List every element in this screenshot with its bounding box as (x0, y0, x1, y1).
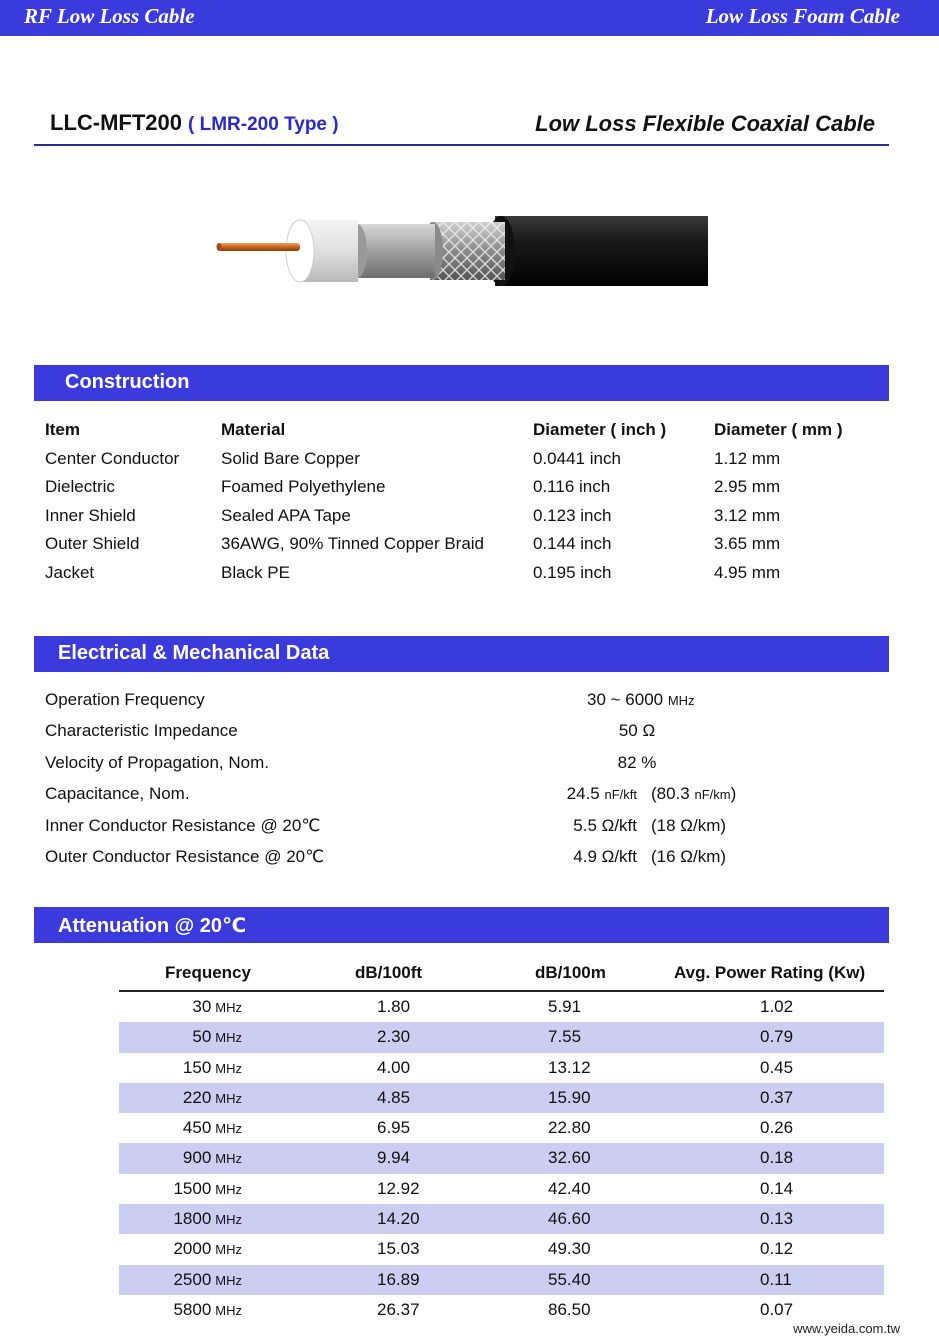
col-header-frequency: Frequency (165, 963, 251, 982)
diameter-inch-cell: 0.116 inch (533, 477, 611, 497)
attenuation-row (119, 1174, 884, 1204)
electrical-row (45, 845, 875, 876)
attenuation-header-row (119, 958, 884, 992)
construction-title: Construction (65, 371, 190, 393)
electrical-value-metric: (18 Ω/km) (651, 815, 727, 835)
electrical-label: Capacitance, Nom. (45, 784, 190, 804)
attenuation-row (119, 1204, 884, 1234)
diameter-mm-cell: 3.65 mm (714, 534, 781, 554)
electrical-value-metric: (16 Ω/km) (651, 846, 727, 866)
attenuation-row (119, 1113, 884, 1143)
header-right-title: Low Loss Foam Cable (705, 4, 900, 28)
construction-section-header (34, 365, 889, 401)
db-100ft-cell: 15.03 (377, 1239, 420, 1259)
item-cell: Outer Shield (45, 534, 140, 554)
electrical-label: Outer Conductor Resistance @ 20℃ (45, 846, 325, 866)
attenuation-row (119, 1083, 884, 1113)
item-cell: Center Conductor (45, 448, 180, 468)
db-100m-cell: 46.60 (548, 1209, 591, 1229)
attenuation-section-header (34, 907, 889, 943)
construction-row (45, 504, 875, 533)
electrical-label: Characteristic Impedance (45, 721, 238, 741)
electrical-row (45, 751, 875, 782)
power-rating-cell: 0.11 (760, 1269, 792, 1289)
attenuation-row (119, 1143, 884, 1173)
frequency-cell: 30 MHz (192, 997, 242, 1016)
material-cell: Sealed APA Tape (221, 505, 351, 525)
electrical-label: Inner Conductor Resistance @ 20℃ (45, 815, 321, 835)
db-100m-cell: 22.80 (548, 1118, 591, 1138)
db-100ft-cell: 16.89 (377, 1269, 420, 1289)
db-100ft-cell: 2.30 (377, 1027, 411, 1047)
electrical-label: Velocity of Propagation, Nom. (45, 752, 269, 772)
db-100ft-cell: 12.92 (377, 1178, 420, 1198)
db-100m-cell: 32.60 (548, 1148, 591, 1168)
electrical-value: 24.5 nF/kft (566, 784, 637, 804)
electrical-label: Operation Frequency (45, 690, 205, 709)
attenuation-row (119, 1234, 884, 1264)
diameter-mm-cell: 1.12 mm (714, 448, 781, 468)
frequency-cell: 150 MHz (182, 1057, 242, 1077)
electrical-value: 50 Ω (618, 721, 656, 741)
attenuation-row (119, 992, 884, 1022)
db-100m-cell: 42.40 (548, 1178, 591, 1198)
col-header-diameter-inch: Diameter ( inch ) (533, 420, 667, 439)
power-rating-cell: 0.13 (760, 1209, 794, 1229)
website-url: www.yeida.com.tw (793, 1321, 900, 1336)
item-cell: Inner Shield (45, 505, 136, 525)
electrical-row (45, 719, 875, 750)
db-100ft-cell: 4.85 (377, 1087, 411, 1107)
db-100m-cell: 7.55 (548, 1027, 582, 1047)
db-100m-cell: 55.40 (548, 1269, 591, 1289)
construction-table (45, 418, 875, 590)
diameter-inch-cell: 0.0441 inch (533, 448, 621, 468)
db-100m-cell: 15.90 (548, 1087, 591, 1107)
electrical-value: 5.5 Ω/kft (573, 815, 637, 835)
cable-center-conductor (218, 243, 300, 251)
material-cell: Black PE (221, 562, 290, 582)
top-header-bar (0, 0, 939, 36)
db-100ft-cell: 1.80 (377, 997, 411, 1016)
construction-row (45, 475, 875, 504)
material-cell: Solid Bare Copper (221, 448, 360, 468)
col-header-db-100ft: dB/100ft (355, 963, 423, 982)
db-100m-cell: 5.91 (548, 997, 582, 1016)
frequency-cell: 2500 MHz (173, 1269, 242, 1289)
power-rating-cell: 0.37 (760, 1087, 794, 1107)
item-cell: Dielectric (45, 477, 115, 497)
item-cell: Jacket (45, 562, 95, 582)
header-left-title: RF Low Loss Cable (24, 4, 195, 28)
attenuation-row (119, 1295, 884, 1325)
model-type: ( LMR-200 Type ) (188, 114, 339, 135)
power-rating-cell: 0.79 (760, 1027, 794, 1047)
construction-row (45, 447, 875, 476)
power-rating-cell: 0.26 (760, 1118, 794, 1138)
model-number: LLC-MFT200 (50, 110, 182, 135)
db-100m-cell: 49.30 (548, 1239, 591, 1259)
frequency-cell: 220 MHz (182, 1087, 242, 1107)
construction-row (45, 561, 875, 590)
diameter-mm-cell: 2.95 mm (714, 477, 781, 497)
electrical-section-header (34, 636, 889, 672)
attenuation-table (119, 958, 884, 1325)
frequency-cell: 900 MHz (182, 1148, 242, 1168)
construction-row (45, 532, 875, 561)
frequency-cell: 2000 MHz (173, 1239, 242, 1259)
material-cell: Foamed Polyethylene (221, 477, 386, 497)
diameter-mm-cell: 4.95 mm (714, 562, 781, 582)
db-100ft-cell: 26.37 (377, 1299, 420, 1319)
frequency-cell: 5800 MHz (173, 1299, 242, 1319)
electrical-value: 30 ~ 6000 MHz (587, 690, 695, 709)
col-header-diameter-mm: Diameter ( mm ) (714, 420, 843, 439)
diameter-inch-cell: 0.195 inch (533, 562, 612, 582)
diameter-inch-cell: 0.123 inch (533, 505, 612, 525)
electrical-value: 82 % (617, 752, 657, 772)
diameter-inch-cell: 0.144 inch (533, 534, 612, 554)
product-model (50, 110, 339, 136)
attenuation-row (119, 1265, 884, 1295)
electrical-row (45, 782, 875, 813)
electrical-value-metric: (80.3 nF/km) (651, 784, 737, 804)
power-rating-cell: 1.02 (760, 997, 794, 1016)
power-rating-cell: 0.12 (760, 1239, 794, 1259)
attenuation-row (119, 1022, 884, 1052)
col-header-item: Item (45, 420, 80, 439)
db-100m-cell: 86.50 (548, 1299, 591, 1319)
db-100m-cell: 13.12 (548, 1057, 591, 1077)
construction-header-row (45, 418, 875, 447)
power-rating-cell: 0.07 (760, 1299, 794, 1319)
power-rating-cell: 0.14 (760, 1178, 794, 1198)
db-100ft-cell: 9.94 (377, 1148, 411, 1168)
attenuation-row (119, 1053, 884, 1083)
attenuation-title: Attenuation @ 20℃ (58, 915, 247, 937)
electrical-value: 4.9 Ω/kft (573, 846, 637, 866)
material-cell: 36AWG, 90% Tinned Copper Braid (221, 534, 485, 554)
col-header-power-rating: Avg. Power Rating (Kw) (674, 963, 866, 982)
frequency-cell: 1800 MHz (173, 1209, 242, 1229)
electrical-title: Electrical & Mechanical Data (58, 642, 330, 664)
col-header-db-100m: dB/100m (535, 963, 606, 982)
power-rating-cell: 0.45 (760, 1057, 794, 1077)
frequency-cell: 450 MHz (182, 1118, 242, 1138)
frequency-cell: 50 MHz (192, 1027, 242, 1047)
diameter-mm-cell: 3.12 mm (714, 505, 781, 525)
electrical-table (45, 688, 875, 876)
col-header-material: Material (221, 420, 286, 439)
electrical-row (45, 814, 875, 845)
db-100ft-cell: 4.00 (377, 1057, 411, 1077)
product-subtitle: Low Loss Flexible Coaxial Cable (535, 111, 875, 136)
db-100ft-cell: 6.95 (377, 1118, 411, 1138)
power-rating-cell: 0.18 (760, 1148, 794, 1168)
db-100ft-cell: 14.20 (377, 1209, 420, 1229)
coaxial-cable-illustration (215, 210, 715, 290)
electrical-row (45, 688, 875, 719)
attenuation-rows (119, 992, 884, 1325)
cable-jacket (495, 216, 708, 286)
frequency-cell: 1500 MHz (173, 1178, 242, 1198)
product-title-row (34, 108, 889, 146)
